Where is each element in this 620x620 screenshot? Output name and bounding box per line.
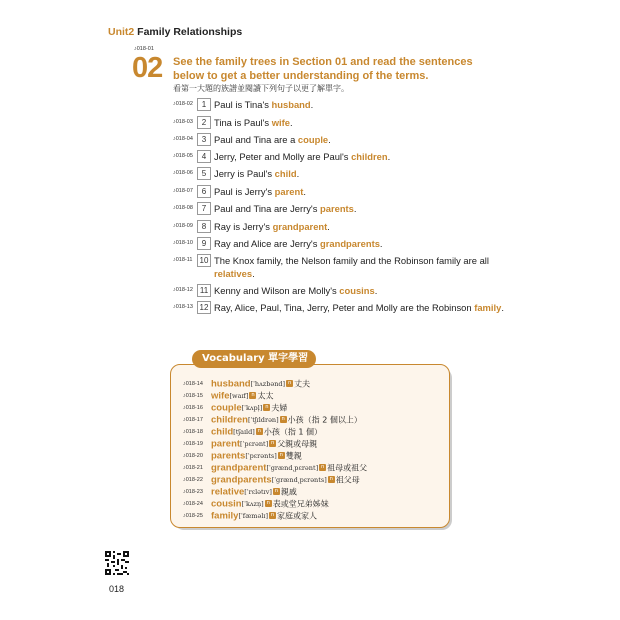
- audio-track[interactable]: ♪018-12: [173, 287, 193, 293]
- keyword: relatives: [214, 268, 253, 279]
- vocab-def: 祖父母: [335, 475, 360, 485]
- audio-track[interactable]: ♪018-07: [173, 188, 193, 194]
- sentence-number: 3: [197, 133, 211, 146]
- sentence-number: 7: [197, 202, 211, 215]
- audio-track[interactable]: ♪018-25: [183, 512, 203, 519]
- sentence-number: 2: [197, 116, 211, 129]
- vocab-word: relative: [211, 486, 245, 498]
- vocab-word: child: [211, 426, 234, 438]
- vocab-item: [183, 387, 274, 402]
- vocab-def: 小孩（指 2 個以上）: [287, 415, 362, 425]
- unit-label: Unit2: [108, 26, 135, 38]
- audio-track[interactable]: ♪018-03: [173, 119, 193, 125]
- vocab-word: cousin: [211, 498, 242, 510]
- audio-track[interactable]: ♪018-10: [173, 240, 193, 246]
- vocab-def: 親戚: [280, 487, 297, 497]
- sentence-number: 4: [197, 150, 211, 163]
- qr-code-icon[interactable]: [105, 551, 129, 575]
- vocab-def: 夫婦: [271, 403, 288, 413]
- pos-badge: n: [265, 404, 269, 411]
- vocab-def: 雙親: [285, 451, 302, 461]
- audio-track[interactable]: ♪018-13: [173, 304, 193, 310]
- vocabulary-title: Vocabulary 單字學習: [192, 350, 316, 368]
- pos-badge: n: [270, 512, 275, 519]
- audio-track[interactable]: ♪018-20: [183, 452, 203, 459]
- pos-badge: n: [329, 476, 333, 483]
- vocab-word: wife: [211, 390, 230, 402]
- keyword: child: [274, 168, 297, 179]
- section-track[interactable]: ♪018-01: [134, 46, 154, 52]
- audio-track[interactable]: ♪018-21: [183, 464, 203, 471]
- vocab-word: parents: [211, 450, 246, 462]
- keyword: wife: [271, 117, 290, 128]
- sentence-text: The Knox family, the Nelson family and the Robinson family are all relatives.: [214, 255, 489, 279]
- vocab-item: [183, 411, 362, 426]
- vocab-item: [183, 507, 318, 522]
- vocab-item: [183, 375, 311, 390]
- keyword: parents: [320, 203, 354, 214]
- keyword: cousins: [339, 285, 375, 296]
- pos-badge: n: [288, 380, 292, 387]
- vocab-def: 小孩（指 1 個）: [263, 427, 323, 437]
- audio-track[interactable]: ♪018-15: [183, 392, 203, 399]
- audio-track[interactable]: ♪018-11: [173, 257, 193, 263]
- vocab-word: parent: [211, 438, 241, 450]
- audio-track[interactable]: ♪018-06: [173, 170, 193, 176]
- keyword: grandparents: [320, 238, 380, 249]
- section-instruction: See the family trees in Section 01 and read the sentences below to get a better understanding of the terms.: [173, 56, 473, 82]
- pos-badge: n: [321, 464, 325, 471]
- vocab-word: husband: [211, 378, 251, 390]
- vocab-ipa: [tʃaɪld]: [233, 427, 255, 436]
- keyword: couple: [297, 134, 329, 145]
- vocab-ipa: [ˈkʌpl̩]: [241, 403, 263, 412]
- sentence-text: Kenny and Wilson are Molly's cousins.: [214, 285, 378, 296]
- audio-track[interactable]: ♪018-23: [183, 488, 203, 495]
- vocab-ipa: [ˈtʃɪldrən]: [247, 415, 279, 424]
- audio-track[interactable]: ♪018-09: [173, 223, 193, 229]
- vocab-item: [183, 423, 323, 438]
- vocab-item: [183, 435, 318, 450]
- sentence-text: Paul and Tina are a couple.: [214, 134, 331, 145]
- keyword: parent: [274, 186, 304, 197]
- sentence-number: 5: [197, 167, 211, 180]
- sentence-number: 12: [197, 301, 211, 314]
- page-number: 018: [109, 584, 125, 594]
- audio-track[interactable]: ♪018-16: [183, 404, 203, 411]
- vocab-item: [183, 483, 297, 498]
- vocab-item: [183, 459, 368, 474]
- vocab-word: couple: [211, 402, 242, 414]
- audio-track[interactable]: ♪018-17: [183, 416, 203, 423]
- sentence-text: Jerry is Paul's child.: [214, 168, 300, 179]
- audio-track[interactable]: ♪018-04: [173, 136, 193, 142]
- page-header: [108, 26, 242, 38]
- keyword: husband: [271, 99, 311, 110]
- vocab-def: 表或堂兄弟姊妹: [272, 499, 329, 509]
- audio-track[interactable]: ♪018-24: [183, 500, 203, 507]
- sentence-text: Paul is Jerry's parent.: [214, 186, 306, 197]
- vocab-item: [183, 495, 329, 510]
- section-instruction-zh: 看第一大題的族譜並閱讀下列句子以更了解單字。: [173, 84, 349, 93]
- audio-track[interactable]: ♪018-05: [173, 153, 193, 159]
- vocab-ipa: [ˈrɛlətɪv]: [244, 487, 272, 496]
- keyword: children: [351, 151, 388, 162]
- pos-badge: n: [274, 488, 278, 495]
- vocab-ipa: [ˈgrænd͵pɛrənt]: [266, 463, 319, 472]
- keyword: grandparent: [272, 221, 328, 232]
- pos-badge: n: [279, 452, 283, 459]
- vocab-ipa: [ˈpɛrənt]: [240, 439, 269, 448]
- vocab-word: grandparent: [211, 462, 267, 474]
- vocab-def: 家庭或家人: [277, 511, 318, 521]
- sentence-number: 8: [197, 220, 211, 233]
- vocab-ipa: [waɪf]: [229, 391, 249, 400]
- vocab-item: [183, 399, 288, 414]
- vocab-item: [183, 471, 360, 486]
- vocab-ipa: [ˈhʌzbənd]: [250, 379, 286, 388]
- pos-badge: n: [266, 500, 270, 507]
- sentence-text: Ray and Alice are Jerry's grandparents.: [214, 238, 383, 249]
- pos-badge: n: [257, 428, 261, 435]
- keyword: family: [474, 302, 502, 313]
- sentence-text: Paul and Tina are Jerry's parents.: [214, 203, 357, 214]
- pos-badge: n: [251, 392, 255, 399]
- section-number: 02: [132, 52, 163, 84]
- vocab-word: family: [211, 510, 239, 522]
- sentence-text: Tina is Paul's wife.: [214, 117, 293, 128]
- sentence-number: 10: [197, 254, 211, 267]
- sentence-text: Ray is Jerry's grandparent.: [214, 221, 330, 232]
- vocab-ipa: [ˈfæməlɪ]: [238, 511, 269, 520]
- sentence-text: Ray, Alice, Paul, Tina, Jerry, Peter and Molly are the Robinson family.: [214, 302, 504, 313]
- sentence-number: 11: [197, 284, 211, 297]
- vocab-word: grandparents: [211, 474, 272, 486]
- sentence-number: 9: [197, 237, 211, 250]
- audio-track[interactable]: ♪018-02: [173, 101, 193, 107]
- vocab-def: 祖母或祖父: [327, 463, 368, 473]
- pos-badge: n: [281, 416, 285, 423]
- sentence-text: Jerry, Peter and Molly are Paul's children.: [214, 151, 391, 162]
- vocab-def: 太太: [257, 391, 274, 401]
- vocab-def: 父親或母親: [277, 439, 318, 449]
- sentence-number: 1: [197, 98, 211, 111]
- audio-track[interactable]: ♪018-18: [183, 428, 203, 435]
- vocab-def: 丈夫: [294, 379, 311, 389]
- unit-title: Family Relationships: [137, 26, 243, 38]
- audio-track[interactable]: ♪018-19: [183, 440, 203, 447]
- vocab-ipa: [ˈkʌzn̩]: [241, 499, 264, 508]
- vocab-item: [183, 447, 302, 462]
- audio-track[interactable]: ♪018-08: [173, 205, 193, 211]
- sentence-text: Paul is Tina's husband.: [214, 99, 314, 110]
- sentence-number: 6: [197, 185, 211, 198]
- vocab-ipa: [ˈgrænd͵pɛrənts]: [271, 475, 327, 484]
- vocab-ipa: [ˈpɛrənts]: [245, 451, 277, 460]
- pos-badge: n: [271, 440, 275, 447]
- audio-track[interactable]: ♪018-22: [183, 476, 203, 483]
- vocab-word: children: [211, 414, 248, 426]
- audio-track[interactable]: ♪018-14: [183, 380, 203, 387]
